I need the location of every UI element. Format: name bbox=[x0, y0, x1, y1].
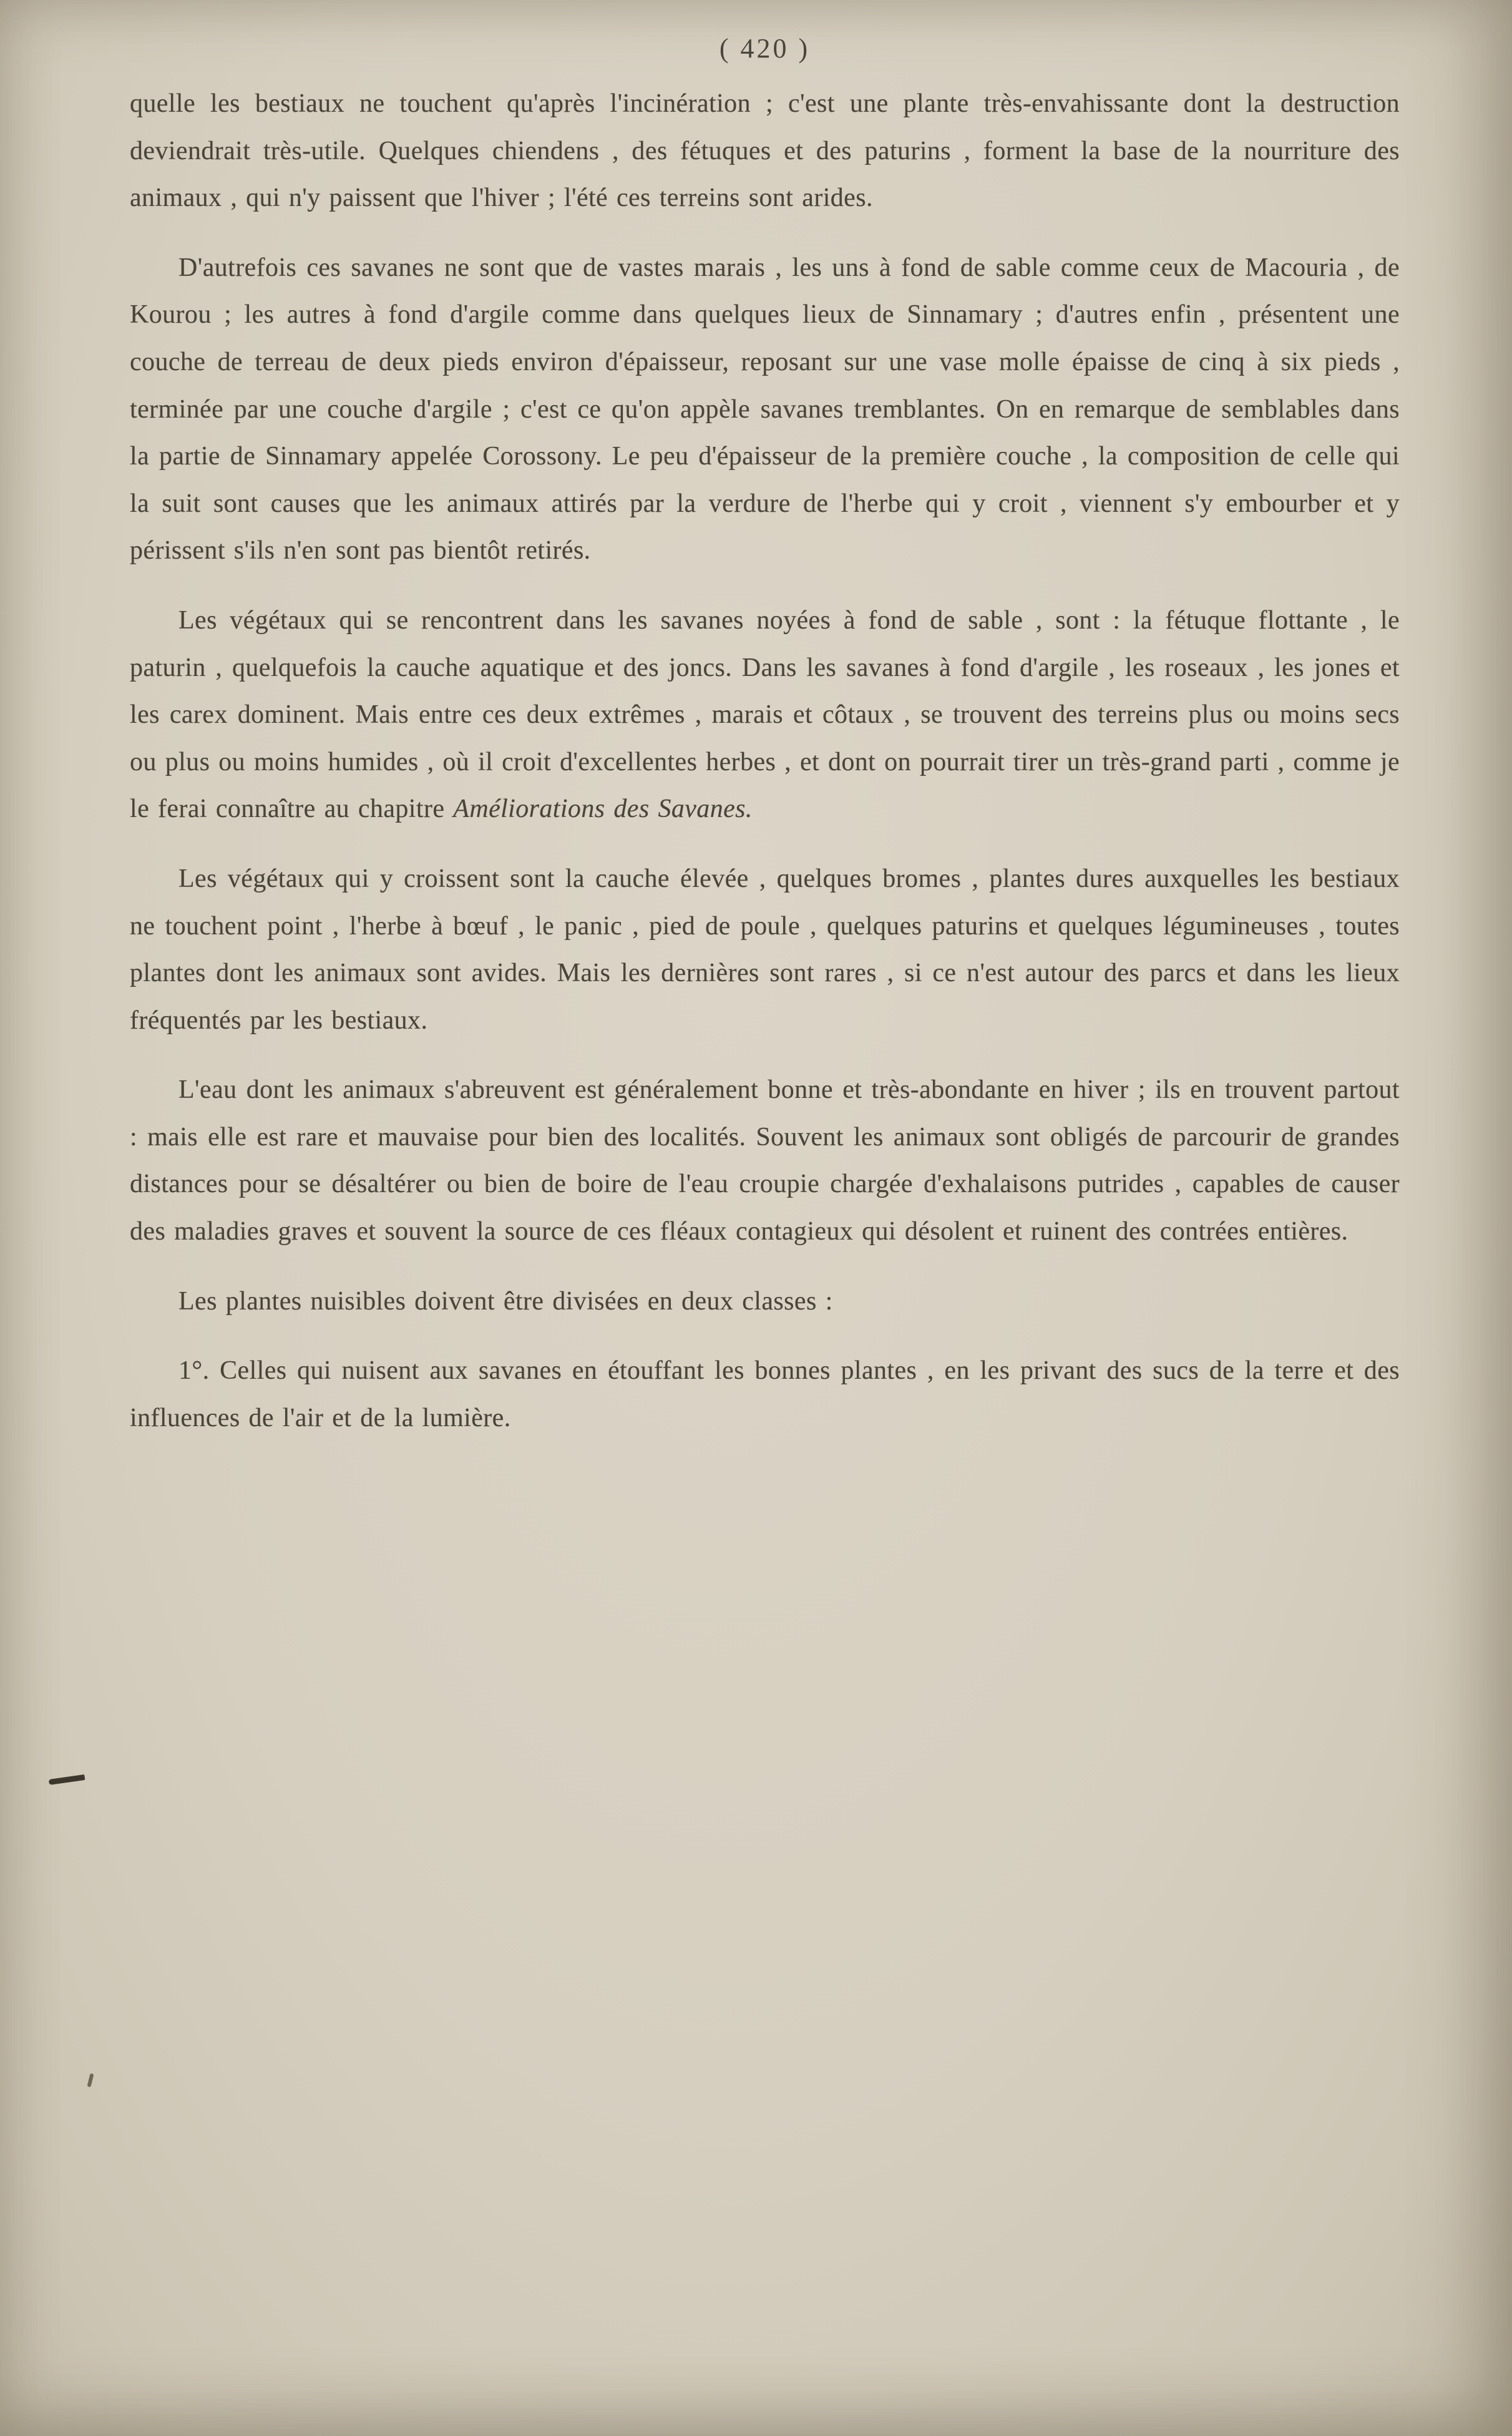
chapter-title-italic: Améliorations des Savanes. bbox=[453, 795, 753, 824]
paragraph-savanes-marais: D'autrefois ces savanes ne sont que de vastes marais , les uns à fond de sable comme ceux de Macouria , de Kourou ; les autres à fond d'argile comme dans quelques lieux de Sinnamary ; d'autres enfin , présentent une couche de terreau de deux pieds environ d'épaisseur, reposant sur une vase molle épaisse de cinq à six pieds , terminée par une couche d'argile ; c'est ce qu'on appèle savanes tremblantes. On en remarque de semblables dans la partie de Sinnamary appelée Corossony. Le peu d'épaisseur de la première couche , la composition de celle qui la suit sont causes que les animaux attirés par la verdure de l'herbe qui y croit , viennent s'y embourber et y périssent s'ils n'en sont pas bientôt retirés. bbox=[130, 253, 1400, 565]
paragraph-premiere-classe: 1°. Celles qui nuisent aux savanes en étouffant les bonnes plantes , en les privant des sucs de la terre et des influences de l'air et de la lumière. bbox=[130, 1356, 1400, 1432]
page-text-block bbox=[130, 32, 1400, 1464]
pen-margin-mark bbox=[49, 1774, 85, 1785]
paragraph-eau-animaux: L'eau dont les animaux s'abreuvent est généralement bonne et très-abondante en hiver ; ils en trouvent partout : mais elle est rare et mauvaise pour bien des localités. Souvent les animaux sont obligés de parcourir de grandes distances pour se désaltérer ou bien de boire de l'eau croupie chargée d'exhalaisons putrides , capables de causer des maladies graves et souvent la source de ces fléaux contagieux qui désolent et ruinent des contrées entières. bbox=[130, 1075, 1400, 1246]
paragraph-plantes-nuisibles: Les plantes nuisibles doivent être divisées en deux classes : bbox=[178, 1286, 833, 1316]
page-number: ( 420 ) bbox=[719, 33, 811, 64]
paragraph-vegetaux-savanes-text: Les végétaux qui se rencontrent dans les savanes noyées à fond de sable , sont : la fétuque flottante , le paturin , quelquefois la cauche aquatique et des joncs. Dans les savanes à fond d'argile , les roseaux , les jones et les carex dominent. Mais entre ces deux extrêmes , marais et côtaux , se trouvent des terreins plus ou moins secs ou plus ou moins humides , où il croit d'excellentes herbes , et dont on pourrait tirer un très-grand parti , comme je le ferai connaître au chapitre bbox=[130, 605, 1400, 824]
pen-margin-tick bbox=[87, 2073, 94, 2088]
paragraph-vegetaux-croissent: Les végétaux qui y croissent sont la cauche élevée , quelques bromes , plantes dures auxquelles les bestiaux ne touchent point , l'herbe à bœuf , le panic , pied de poule , quelques paturins et quelques légumineuses , toutes plantes dont les animaux sont avides. Mais les dernières sont rares , si ce n'est autour des parcs et dans les lieux fréquentés par les bestiaux. bbox=[130, 864, 1400, 1035]
paragraph-vegetaux-savanes bbox=[130, 597, 1400, 833]
paragraph-continuation: quelle les bestiaux ne touchent qu'après l'incinération ; c'est une plante très-envahissante dont la destruction deviendrait très-utile. Quelques chiendens , des fétuques et des paturins , forment la base de la nourriture des animaux , qui n'y paissent que l'hiver ; l'été ces terreins sont arides. bbox=[130, 89, 1400, 213]
